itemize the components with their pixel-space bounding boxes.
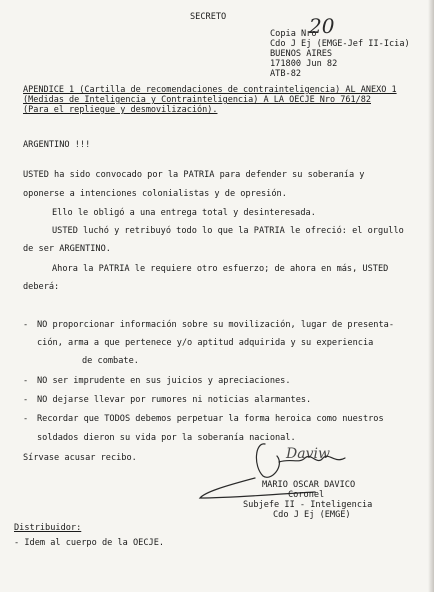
paragraph-3-line-2: de ser ARGENTINO. bbox=[23, 244, 111, 254]
paragraph-4-line-2: deberá: bbox=[23, 282, 60, 292]
signature-handwritten: Daviw bbox=[286, 446, 330, 462]
signature-scribble bbox=[195, 436, 375, 506]
title-line-3: (Para el repliegue y desmovilización). bbox=[23, 105, 218, 115]
reference-line-3: 171800 Jun 82 bbox=[270, 59, 338, 69]
signer-post: Subjefe II - Inteligencia bbox=[243, 500, 373, 510]
signer-rank: Coronel bbox=[288, 490, 325, 500]
distribution-heading: Distribuidor: bbox=[14, 523, 82, 533]
paragraph-3-line-1: USTED luchó y retribuyó todo lo que la PATRIA le ofreció: el orgullo bbox=[52, 226, 404, 236]
copy-number-handwritten: 20 bbox=[309, 14, 335, 38]
item-4-dash: - bbox=[23, 414, 29, 424]
item-3-dash: - bbox=[23, 395, 29, 405]
signer-name: MARIO OSCAR DAVICO bbox=[262, 480, 356, 490]
title-line-2: (Medidas de Inteligencia y Contrainteligencia) A LA OECJE Nro 761/82 bbox=[23, 95, 371, 105]
title-line-1: APENDICE 1 (Cartilla de recomendaciones de contrainteligencia) AL ANEXO 1 bbox=[23, 85, 397, 95]
item-1-line-3: de combate. bbox=[82, 356, 139, 366]
reference-line-4: ATB-82 bbox=[270, 69, 302, 79]
page-edge-shadow bbox=[428, 0, 434, 592]
reference-line-1: Cdo J Ej (EMGE-Jef II-Icia) bbox=[270, 39, 410, 49]
paragraph-1-line-1: USTED ha sido convocado por la PATRIA para defender su soberanía y bbox=[23, 170, 365, 180]
item-4-line-1: Recordar que TODOS debemos perpetuar la forma heroica como nuestros bbox=[37, 414, 384, 424]
reference-line-2: BUENOS AIRES bbox=[270, 49, 333, 59]
item-1-line-1: NO proporcionar información sobre su movilización, lugar de presenta- bbox=[37, 320, 394, 330]
item-2-dash: - bbox=[23, 376, 29, 386]
paragraph-1-line-2: oponerse a intenciones colonialistas y de opresión. bbox=[23, 189, 287, 199]
item-1-dash: - bbox=[23, 320, 29, 330]
paragraph-4-line-1: Ahora la PATRIA le requiere otro esfuerzo; de ahora en más, USTED bbox=[52, 264, 389, 274]
distribution-entry-1: - Idem al cuerpo de la OECJE. bbox=[14, 538, 165, 548]
item-4-line-2: soldados dieron su vida por la soberanía nacional. bbox=[37, 433, 296, 443]
item-1-line-2: ción, arma a que pertenece y/o aptitud adquirida y su experiencia bbox=[37, 338, 374, 348]
item-2-line-1: NO ser imprudente en sus juicios y apreciaciones. bbox=[37, 376, 291, 386]
item-3-line-1: NO dejarse llevar por rumores ni noticias alarmantes. bbox=[37, 395, 312, 405]
paragraph-2: Ello le obligó a una entrega total y desinteresada. bbox=[52, 208, 316, 218]
salutation: ARGENTINO !!! bbox=[23, 140, 91, 150]
classification-label: SECRETO bbox=[190, 12, 227, 22]
copy-label: Copia Nro bbox=[270, 29, 317, 39]
signer-unit: Cdo J Ej (EMGE) bbox=[273, 510, 351, 520]
closing-line: Sírvase acusar recibo. bbox=[23, 453, 137, 463]
